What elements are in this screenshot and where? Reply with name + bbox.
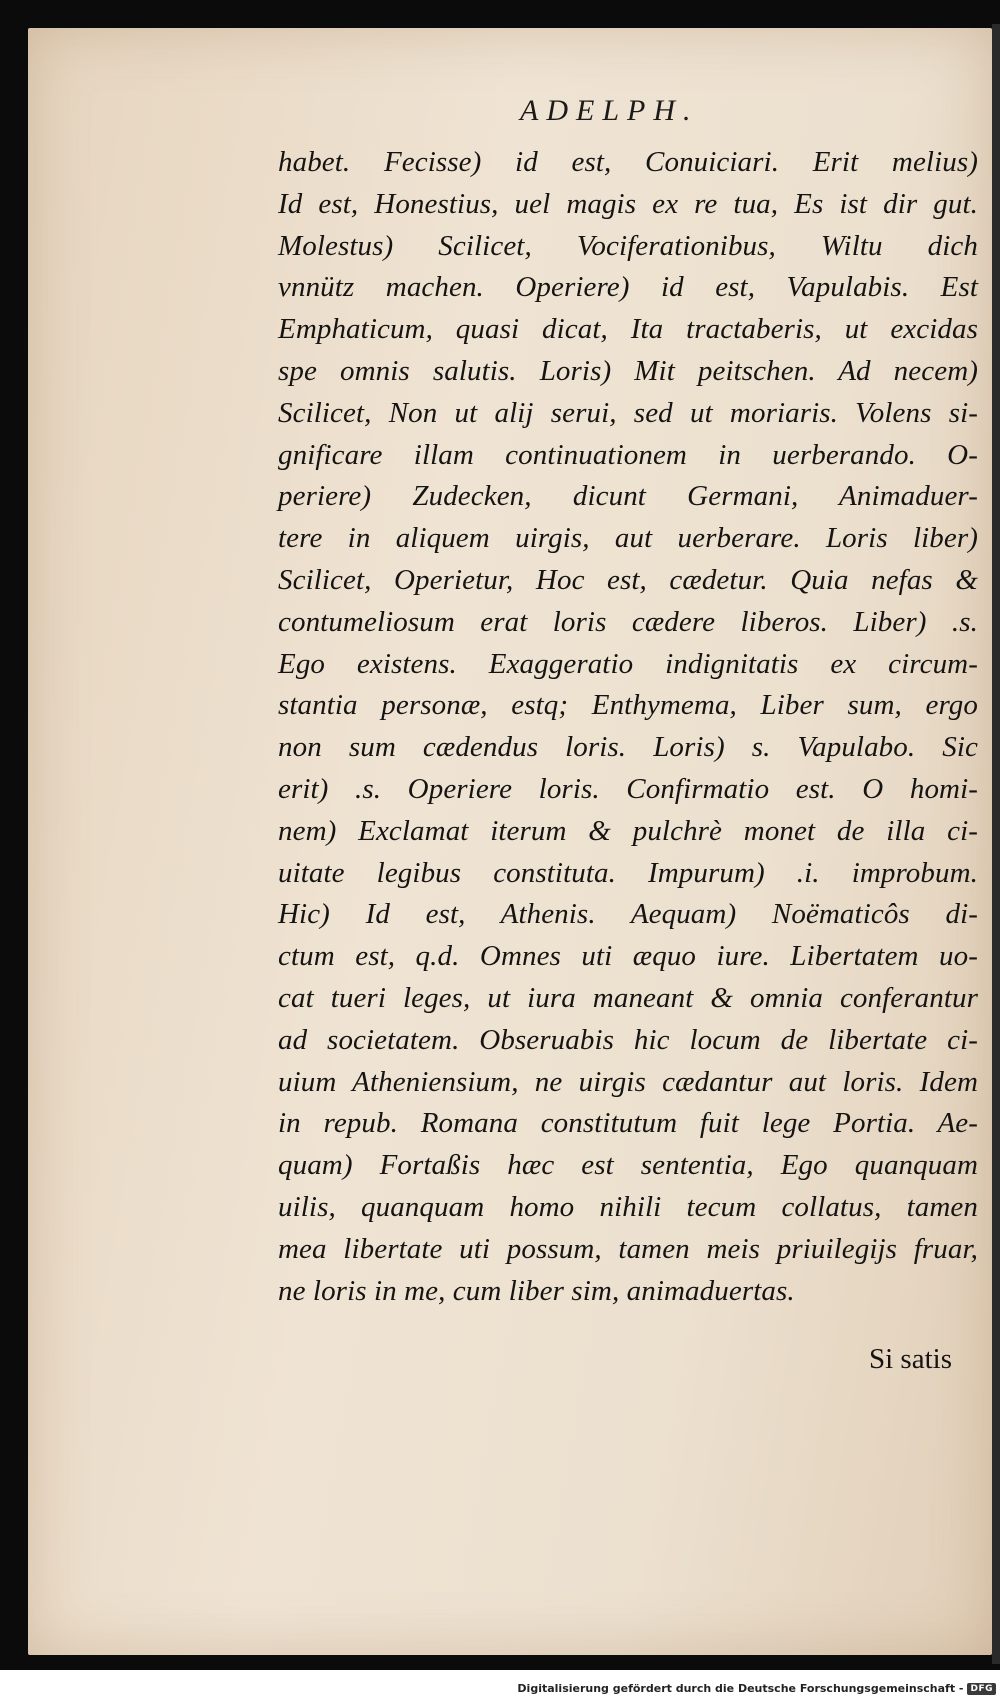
- commentary-text: [278, 142, 978, 1312]
- text-line: ctum est, q.d. Omnes uti æquo iure. Libertatem uo-: [278, 940, 978, 973]
- text-line: tere in aliquem uirgis, aut uerberare. Loris liber): [278, 522, 978, 555]
- text-line: contumeliosum erat loris cædere liberos. Liber) .s.: [278, 605, 978, 638]
- scan-edge: [992, 24, 1000, 1664]
- text-line: ne loris in me, cum liber sim, animaduertas.: [278, 1274, 795, 1307]
- running-head: ADELPH.: [520, 94, 699, 127]
- digitization-footer: [517, 1682, 996, 1695]
- text-line: Ego existens. Exaggeratio indignitatis ex circum-: [278, 647, 978, 680]
- text-line: ad societatem. Obseruabis hic locum de libertate ci-: [278, 1023, 978, 1056]
- text-line: habet. Fecisse) id est, Conuiciari. Erit melius): [278, 146, 978, 178]
- text-line: Scilicet, Non ut alij serui, sed ut moriaris. Volens si-: [278, 396, 978, 429]
- text-line: mea libertate uti possum, tamen meis priuilegijs fruar,: [278, 1232, 978, 1265]
- text-line: Hic) Id est, Athenis. Aequam) Noëmaticôs di-: [278, 898, 978, 931]
- text-line: non sum cædendus loris. Loris) s. Vapulabo. Sic: [278, 731, 978, 764]
- text-line: quam) Fortaßis hæc est sententia, Ego quanquam: [278, 1149, 978, 1182]
- footer-text: Digitalisierung gefördert durch die Deutsche Forschungsgemeinschaft -: [517, 1682, 964, 1695]
- text-line: uilis, quanquam homo nihili tecum collatus, tamen: [278, 1190, 978, 1223]
- dfg-logo: DFG: [967, 1683, 996, 1695]
- text-line: erit) .s. Operiere loris. Confirmatio est. O homi-: [278, 772, 978, 805]
- text-line: Emphaticum, quasi dicat, Ita tractaberis, ut excidas: [278, 313, 978, 346]
- text-line: uium Atheniensium, ne uirgis cædantur aut loris. Idem: [278, 1065, 978, 1098]
- text-line: periere) Zudecken, dicunt Germani, Animaduer-: [278, 480, 978, 513]
- text-line: nem) Exclamat iterum & pulchrè monet de illa ci-: [278, 814, 978, 847]
- text-line: cat tueri leges, ut iura maneant & omnia conferantur: [278, 981, 978, 1014]
- text-line: vnnütz machen. Operiere) id est, Vapulabis. Est: [278, 271, 978, 304]
- text-line: Id est, Honestius, uel magis ex re tua, Es ist dir gut.: [278, 187, 978, 220]
- text-line: Molestus) Scilicet, Vociferationibus, Wiltu dich: [278, 229, 978, 262]
- text-line: Scilicet, Operietur, Hoc est, cædetur. Quia nefas &: [278, 563, 978, 596]
- text-line: in repub. Romana constitutum fuit lege Portia. Ae-: [278, 1107, 978, 1140]
- text-line: uitate legibus constituta. Impurum) .i. improbum.: [278, 856, 978, 889]
- text-line: spe omnis salutis. Loris) Mit peitschen. Ad necem): [278, 354, 978, 387]
- text-line: gnificare illam continuationem in uerberando. O-: [278, 438, 978, 471]
- text-line: stantia personæ, estq; Enthymema, Liber sum, ergo: [278, 689, 978, 722]
- catchword: Si satis: [869, 1343, 952, 1375]
